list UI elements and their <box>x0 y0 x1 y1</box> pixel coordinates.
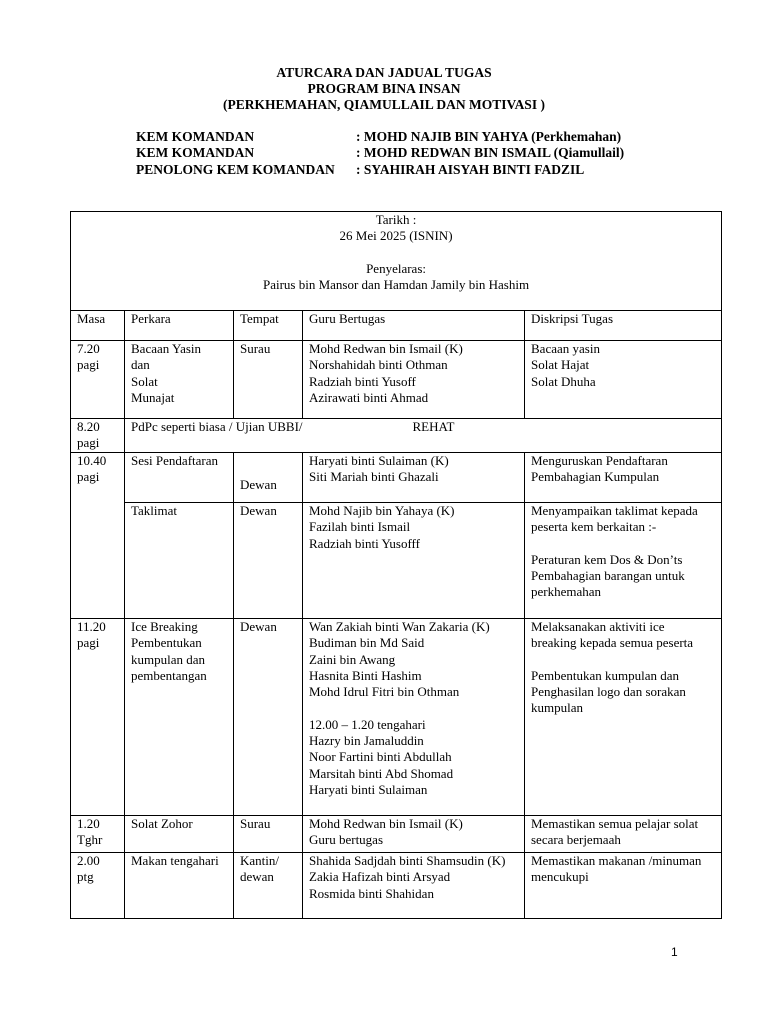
description-cell: Memastikan semua pelajar solat secara berjemaah <box>525 816 722 853</box>
column-header: Tempat <box>234 311 303 341</box>
table-row <box>71 816 722 853</box>
date-label: Tarikh : <box>375 212 417 227</box>
doc-title: ATURCARA DAN JADUAL TUGAS <box>276 65 492 80</box>
activity-cell: Taklimat <box>125 503 234 619</box>
time-cell: 2.00 ptg <box>71 853 125 919</box>
officer-name: : MOHD REDWAN BIN ISMAIL (Qiamullail) <box>356 145 625 161</box>
teachers-cell: Wan Zakiah binti Wan Zakaria (K) Budiman bin Md Said Zaini bin Awang Hasnita Binti Hashim Mohd Idrul Fitri bin Othman 12.00 – 1.20 tengahari Hazry bin Jamaluddin Noor Fartini binti Abdullah Marsitah binti Abd Shomad Haryati binti Sulaiman <box>303 619 525 816</box>
table-row <box>71 341 722 419</box>
place-cell: Dewan <box>234 619 303 816</box>
description-cell: Menyampaikan taklimat kepada peserta kem berkaitan :- Peraturan kem Dos & Don’ts Pembahagian barangan untuk perkhemahan <box>525 503 722 619</box>
column-header: Perkara <box>125 311 234 341</box>
teachers-cell: Mohd Najib bin Yahaya (K) Fazilah binti Ismail Radziah binti Yusofff <box>303 503 525 619</box>
teachers-cell: Mohd Redwan bin Ismail (K) Norshahidah binti Othman Radziah binti Yusoff Azirawati binti Ahmad <box>303 341 525 419</box>
description-cell: Bacaan yasin Solat Hajat Solat Dhuha <box>525 341 722 419</box>
merged-activity-cell <box>125 419 722 453</box>
table-row <box>71 619 722 816</box>
time-cell: 10.40 pagi <box>71 453 125 619</box>
activity-text: PdPc seperti biasa / Ujian UBBI/ <box>131 419 303 434</box>
program-title: PROGRAM BINA INSAN <box>307 81 461 96</box>
activity-cell: Makan tengahari <box>125 853 234 919</box>
table-header-info <box>71 212 722 311</box>
description-cell: Melaksanakan aktiviti ice breaking kepada semua peserta Pembentukan kumpulan dan Penghasilan logo dan sorakan kumpulan <box>525 619 722 816</box>
table-row <box>71 419 722 453</box>
place-cell: Dewan <box>234 453 303 503</box>
date-value: 26 Mei 2025 (ISNIN) <box>339 228 453 244</box>
table-row <box>71 503 722 619</box>
time-cell: 11.20 pagi <box>71 619 125 816</box>
rehat-label: REHAT <box>412 419 455 434</box>
coordinator-label: Penyelaras: <box>366 260 426 276</box>
description-cell: Memastikan makanan /minuman mencukupi <box>525 853 722 919</box>
time-cell: 7.20 pagi <box>71 341 125 419</box>
date-coordinator-cell <box>71 212 722 311</box>
table-row <box>71 453 722 503</box>
place-cell: Kantin/ dewan <box>234 853 303 919</box>
activity-cell: Bacaan Yasin dan Solat Munajat <box>125 341 234 419</box>
column-header: Masa <box>71 311 125 341</box>
page-number: 1 <box>671 945 678 959</box>
teachers-cell: Shahida Sadjdah binti Shamsudin (K) Zakia Hafizah binti Arsyad Rosmida binti Shahidan <box>303 853 525 919</box>
description-cell: Menguruskan Pendaftaran Pembahagian Kumpulan <box>525 453 722 503</box>
coordinator-value: Pairus bin Mansor dan Hamdan Jamily bin Hashim <box>262 277 530 293</box>
officer-name: : SYAHIRAH AISYAH BINTI FADZIL <box>356 161 585 177</box>
schedule-table <box>70 211 722 919</box>
column-header: Guru Bertugas <box>303 311 525 341</box>
officer-role: PENOLONG KEM KOMANDAN <box>136 161 335 177</box>
activity-cell: Solat Zohor <box>125 816 234 853</box>
program-subtitle: (PERKHEMAHAN, QIAMULLAIL DAN MOTIVASI ) <box>223 97 545 112</box>
place-cell: Dewan <box>234 503 303 619</box>
column-header-row <box>71 311 722 341</box>
officer-name: : MOHD NAJIB BIN YAHYA (Perkhemahan) <box>356 129 622 144</box>
time-cell: 8.20 pagi <box>71 419 125 453</box>
column-header: Diskripsi Tugas <box>525 311 722 341</box>
table-row <box>71 853 722 919</box>
place-cell: Surau <box>234 341 303 419</box>
activity-cell: Ice Breaking Pembentukan kumpulan dan pembentangan <box>125 619 234 816</box>
teachers-cell: Mohd Redwan bin Ismail (K) Guru bertugas <box>303 816 525 853</box>
teachers-cell: Haryati binti Sulaiman (K) Siti Mariah binti Ghazali <box>303 453 525 503</box>
officer-role: KEM KOMANDAN <box>136 129 255 144</box>
activity-cell: Sesi Pendaftaran <box>125 453 234 503</box>
officer-role: KEM KOMANDAN <box>136 145 255 161</box>
place-cell: Surau <box>234 816 303 853</box>
time-cell: 1.20 Tghr <box>71 816 125 853</box>
